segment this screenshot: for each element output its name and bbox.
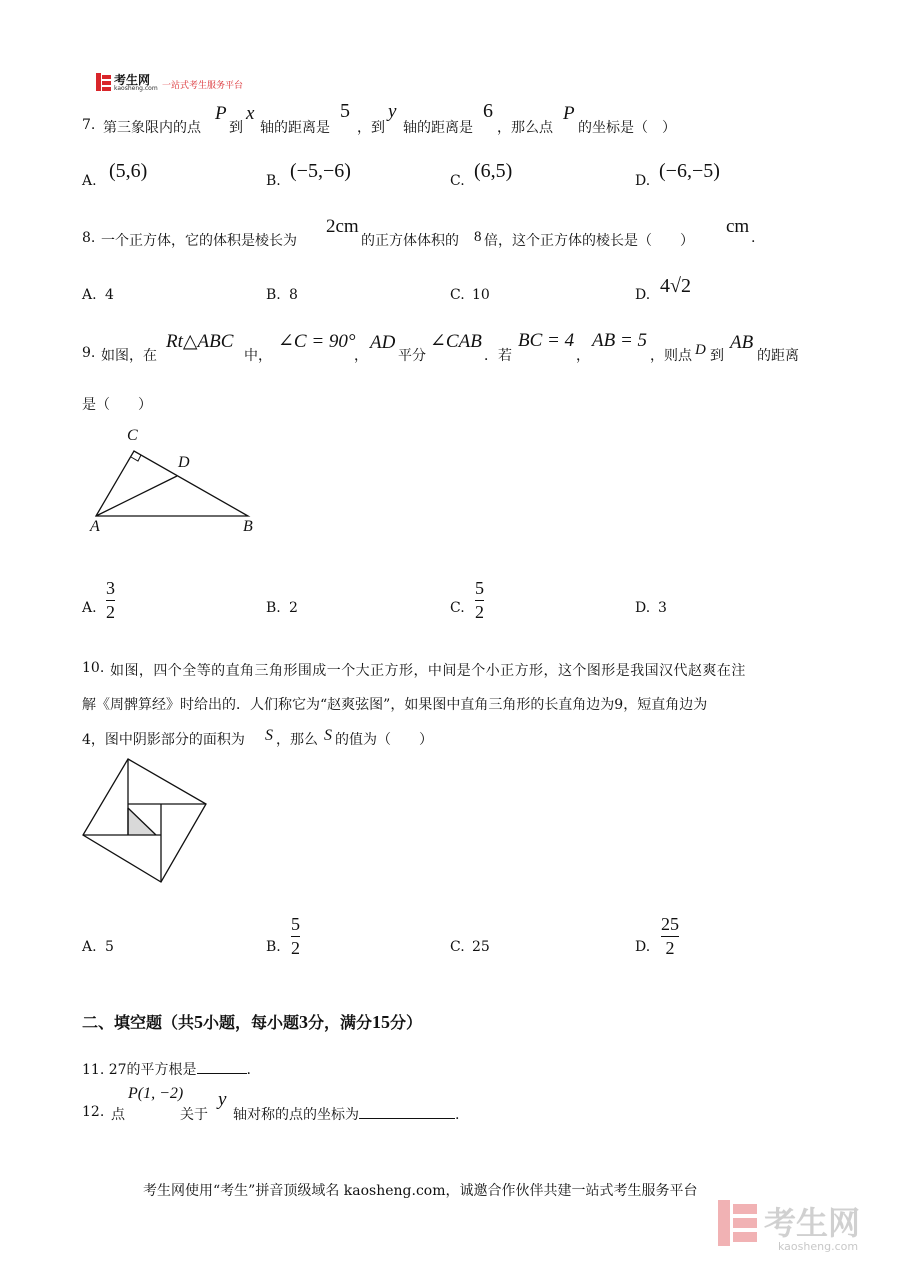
q9-text-line2: 是（ ） <box>82 397 152 413</box>
q7-num-6: 6 <box>483 100 493 122</box>
q8-text: 的正方体体积的 <box>361 233 459 249</box>
section-title-text: 分） <box>390 1013 423 1032</box>
q9-text: 平分 <box>398 348 426 364</box>
q9-label-a: A <box>90 518 100 535</box>
q9-option-d-label: D. <box>635 600 651 616</box>
q10-line3-text: ，那么 <box>276 732 318 748</box>
q12-point: P(1, −2) <box>128 1085 184 1102</box>
q9-text: 如图，在 <box>101 348 157 364</box>
q7-option-d-value: (−6,−5) <box>659 160 720 182</box>
denominator: 2 <box>106 602 115 622</box>
q7-number: 7. <box>82 117 96 133</box>
q10-line1: 如图，四个全等的直角三角形围成一个大正方形，中间是个小正方形，这个图形是我国汉代赵爽在注 <box>110 663 746 679</box>
q9-ab: AB = 5 <box>592 330 648 351</box>
header-tagline: 一站式考生服务平台 <box>162 81 244 91</box>
q10-option-b-label: B. <box>266 939 281 955</box>
q8-number: 8. <box>82 230 96 246</box>
footer-watermark <box>718 1200 888 1260</box>
q11-value: 27 <box>108 1062 127 1078</box>
section-count: 5 <box>194 1012 204 1032</box>
section-title-text: 二、填空题（共 <box>82 1013 195 1032</box>
q8-length: 2cm <box>326 216 359 237</box>
q10-option-d-fraction <box>661 914 679 958</box>
q8-option-a-label: A. <box>82 287 97 303</box>
q9-text: ， <box>354 348 368 364</box>
q9-option-b-value: 2 <box>289 600 298 616</box>
q12-text-tail <box>233 1104 459 1124</box>
q7-text: 到 <box>229 120 243 136</box>
zhao-shuang-diagram <box>78 754 218 889</box>
q9-option-b-label: B. <box>266 600 281 616</box>
q9-text: ， <box>576 348 590 364</box>
q12-period: . <box>455 1107 460 1123</box>
q7-option-a-value: (5,6) <box>109 160 148 182</box>
q8-option-d-label: D. <box>635 287 651 303</box>
q12-text: 关于 <box>180 1107 208 1123</box>
q12-var-y: y <box>218 1089 227 1110</box>
q10-line2: 解《周髀算经》时给出的．人们称它为“赵爽弦图”，如果图中直角三角形的长直角边为9，短直角边为 <box>82 697 708 713</box>
q10-var-s: S <box>324 727 332 744</box>
numerator: 5 <box>475 578 484 598</box>
q7-text: ，到 <box>357 120 385 136</box>
q8-option-c-label: C. <box>450 287 465 303</box>
q9-ab: AB <box>730 332 754 353</box>
q10-option-b-fraction <box>291 914 300 958</box>
q9-label-c: C <box>127 427 138 444</box>
q9-number: 9. <box>82 345 96 361</box>
q10-option-c-label: C. <box>450 939 465 955</box>
q9-option-a-label: A. <box>82 600 97 616</box>
q8-factor: 8 <box>474 229 482 245</box>
q11-answer-blank[interactable] <box>197 1061 247 1074</box>
kaosheng-watermark-icon <box>718 1200 758 1246</box>
q10-option-a-label: A. <box>82 939 97 955</box>
q7-var-p: P <box>563 103 575 124</box>
q12-number: 12. <box>82 1104 105 1120</box>
kaosheng-logo-icon <box>96 73 112 91</box>
q10-option-a-value: 5 <box>105 939 114 955</box>
watermark-brand: 考生网 <box>764 1204 861 1242</box>
section-2-heading <box>82 1010 422 1033</box>
q9-d: D <box>695 342 706 358</box>
section-title-text: 分，满分 <box>308 1013 373 1032</box>
q9-angle-cab: ∠CAB <box>430 331 482 352</box>
q12-text: 点 <box>111 1107 125 1123</box>
q10-var-s: S <box>265 727 273 744</box>
numerator: 3 <box>106 578 115 598</box>
q11-period: . <box>246 1062 251 1078</box>
q9-label-b: B <box>243 518 253 535</box>
q9-text: ，则点 <box>650 348 692 364</box>
q8-option-b-value: 8 <box>289 287 298 303</box>
q9-option-c-fraction <box>475 578 484 622</box>
q10-number: 10. <box>82 660 105 676</box>
q8-option-a-value: 4 <box>105 287 114 303</box>
denominator: 2 <box>665 938 675 958</box>
watermark-domain: kaosheng.com <box>778 1240 859 1253</box>
q7-option-b-value: (−5,−6) <box>290 160 351 182</box>
logo-domain: kaosheng.com <box>114 85 158 92</box>
q8-period: . <box>751 230 756 246</box>
logo-brand: 考生网 <box>114 73 151 87</box>
denominator: 2 <box>475 602 484 622</box>
denominator: 2 <box>291 938 300 958</box>
q9-text: 中， <box>244 348 272 364</box>
q10-line3-text: 4，图中阴影部分的面积为 <box>82 732 245 748</box>
q7-text: ，那么点 <box>497 120 553 136</box>
q8-text: 倍，这个正方体的棱长是（ ） <box>484 233 694 249</box>
q8-unit: cm <box>726 216 750 237</box>
q7-num-5: 5 <box>340 100 350 122</box>
q10-option-d-label: D. <box>635 939 651 955</box>
q7-option-b-label: B. <box>266 173 281 189</box>
q9-text: ．若 <box>484 348 512 364</box>
q8-option-b-label: B. <box>266 287 281 303</box>
footer-text: 考生网使用“考生”拼音顶级域名 kaosheng.com，诚邀合作伙伴共建一站式考生服务平台 <box>143 1183 698 1199</box>
q8-option-d-value: 4√2 <box>660 275 691 297</box>
q9-angle-c: ∠C = 90° <box>278 331 356 352</box>
q9-option-c-label: C. <box>450 600 465 616</box>
q9-triangle: Rt△ABC <box>166 331 234 352</box>
section-total: 15 <box>372 1012 391 1032</box>
section-points: 3 <box>299 1012 309 1032</box>
q12-text: 轴对称的点的坐标为 <box>233 1107 359 1123</box>
q9-text: 的距离 <box>757 348 799 364</box>
q7-text: 第三象限内的点 <box>103 120 201 136</box>
q10-option-c-value: 25 <box>472 939 490 955</box>
q9-ad: AD <box>370 332 396 353</box>
q9-option-d-value: 3 <box>658 600 667 616</box>
q9-bc: BC = 4 <box>518 330 575 351</box>
q7-option-c-value: (6,5) <box>474 160 513 182</box>
q7-var-y: y <box>388 101 397 122</box>
q11-number: 11. <box>82 1062 105 1078</box>
q10-line3-text: 的值为（ ） <box>335 732 433 748</box>
q7-option-a-label: A. <box>82 173 97 189</box>
section-title-text: 小题，每小题 <box>203 1013 300 1032</box>
q12-answer-blank[interactable] <box>359 1106 455 1119</box>
q7-var-x: x <box>246 103 255 124</box>
q11-text: 的平方根是 <box>126 1062 197 1078</box>
q9-option-a-fraction <box>106 578 115 622</box>
numerator: 5 <box>291 914 300 934</box>
q7-option-d-label: D. <box>635 173 651 189</box>
q7-text: 的坐标是（ ） <box>578 120 676 136</box>
q7-option-c-label: C. <box>450 173 465 189</box>
q9-text: 到 <box>710 348 724 364</box>
q7-text: 轴的距离是 <box>260 120 330 136</box>
q8-option-c-value: 10 <box>472 287 490 303</box>
q8-text: 一个正方体，它的体积是棱长为 <box>101 233 297 249</box>
q9-label-d: D <box>178 454 190 471</box>
numerator: 25 <box>661 914 679 934</box>
q7-text: 轴的距离是 <box>403 120 473 136</box>
question-11 <box>82 1059 251 1079</box>
q7-var-p: P <box>215 103 227 124</box>
